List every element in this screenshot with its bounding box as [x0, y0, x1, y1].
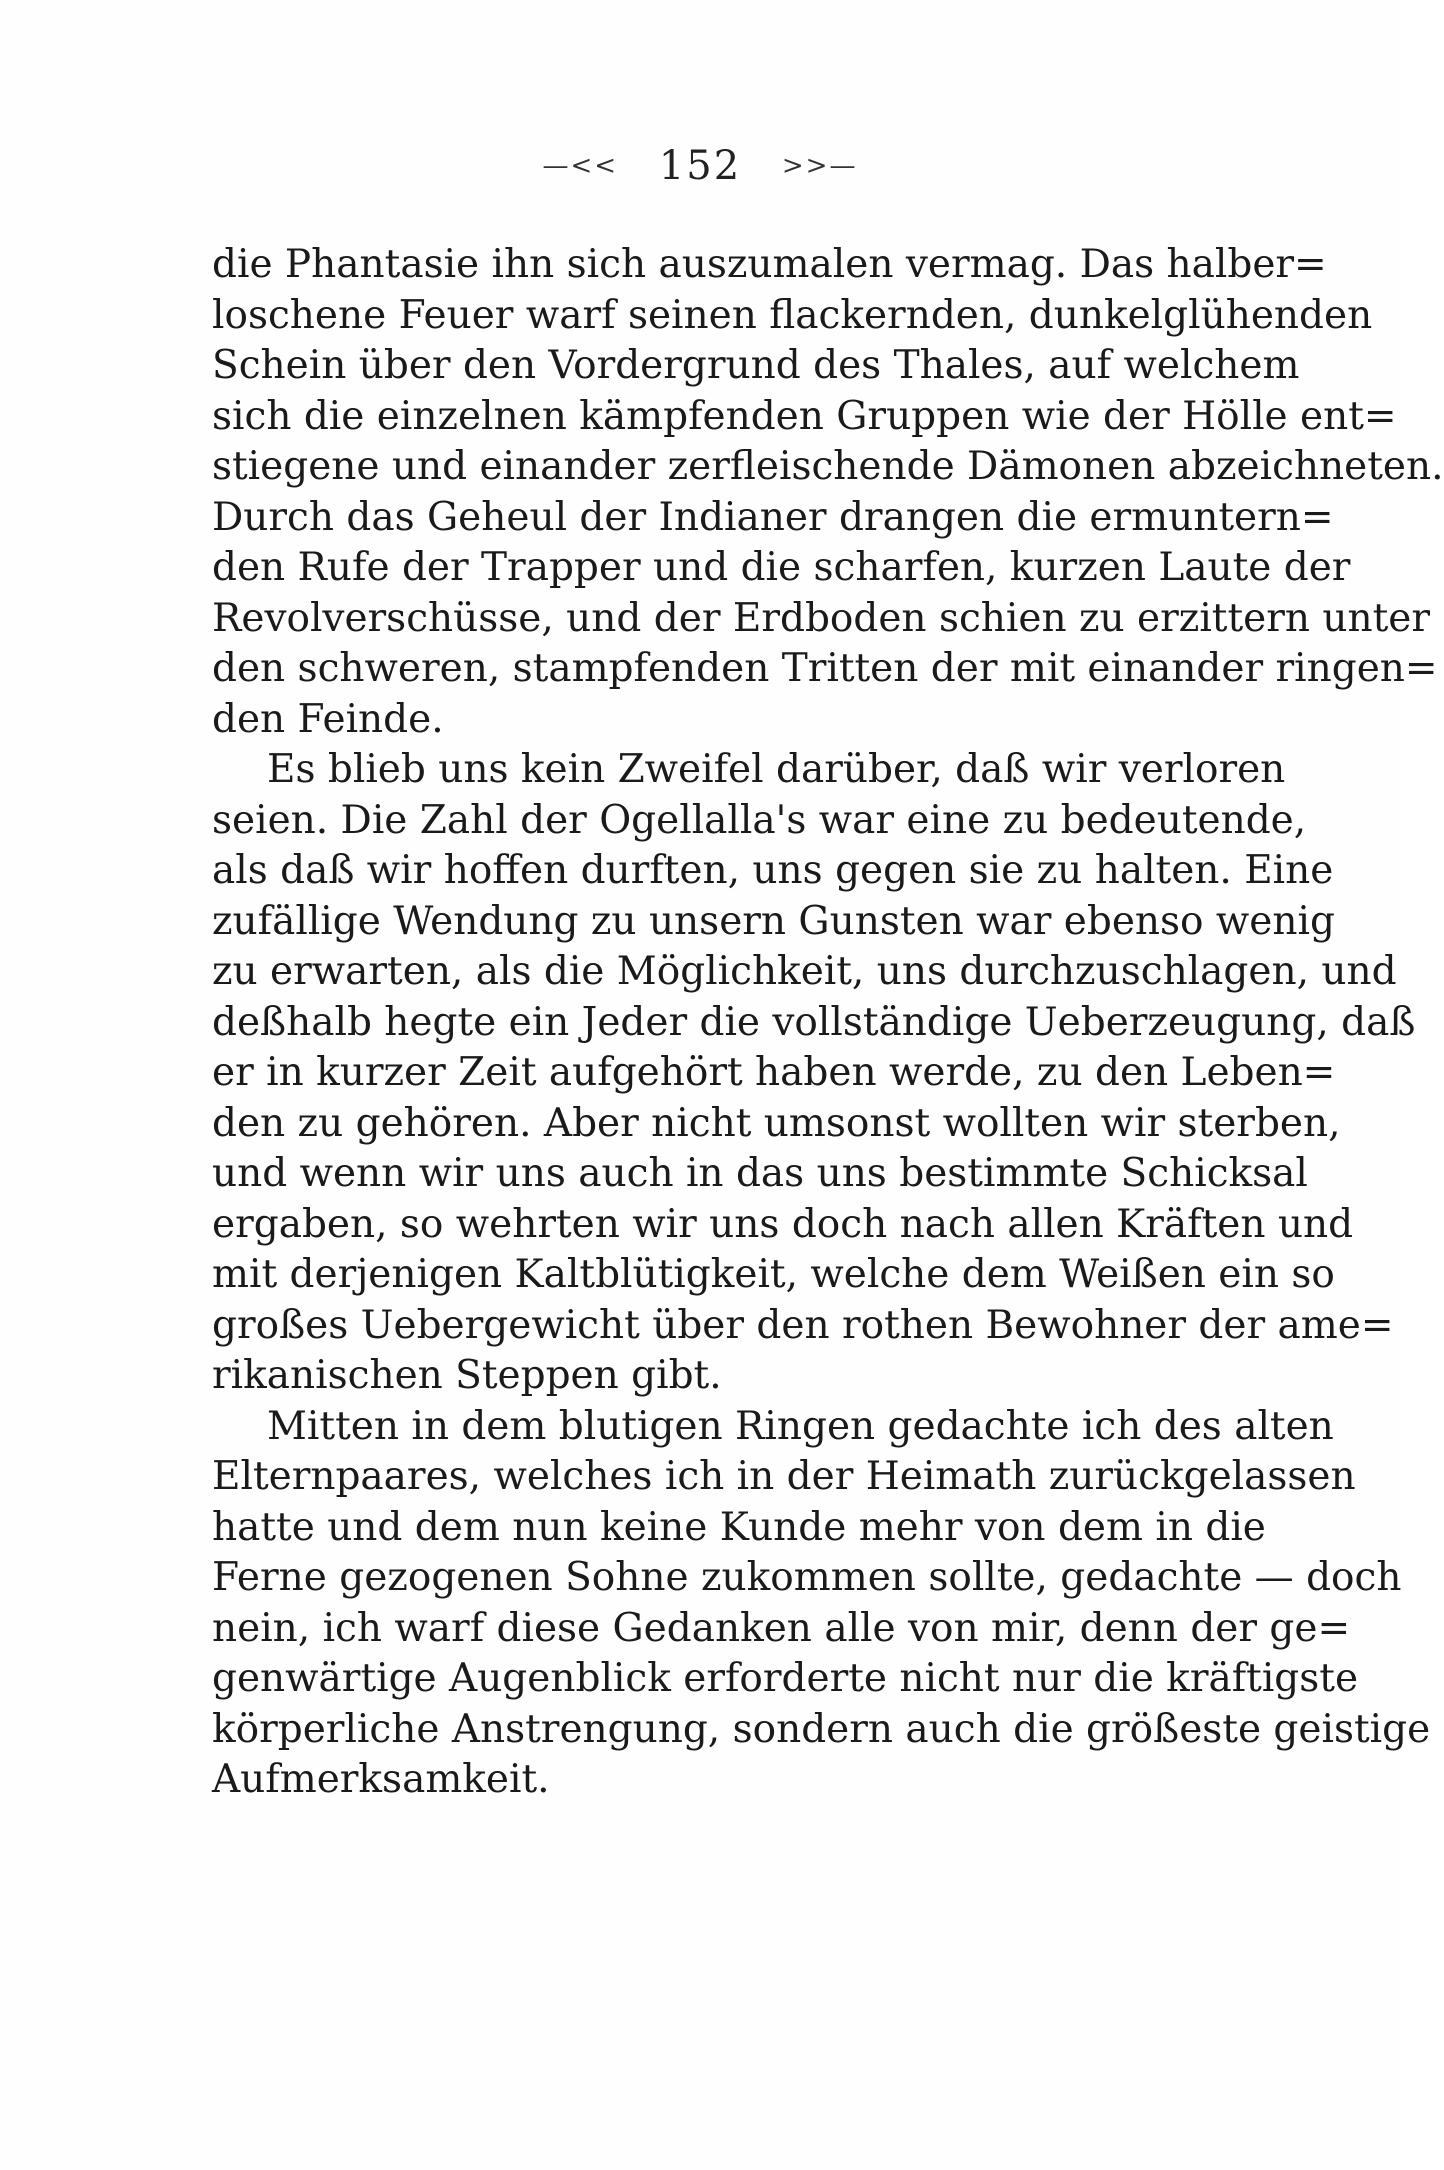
page-number: 152: [658, 143, 742, 189]
text-line: körperliche Anstrengung, sondern auch die größeste geistige: [212, 1706, 1431, 1752]
text-line: rikanischen Steppen gibt.: [212, 1353, 722, 1398]
text-line: den Rufe der Trapper und die scharfen, kurzen Laute der: [212, 545, 1351, 590]
text-line: Schein über den Vordergrund des Thales, auf welchem: [212, 343, 1300, 388]
text-line: als daß wir hoffen durften, uns gegen sie zu halten. Eine: [212, 848, 1334, 893]
header-ornament-right: >>—: [781, 151, 858, 181]
text-line: loschene Feuer warf seinen flackernden, dunkelglühenden: [212, 292, 1373, 338]
text-line: Ferne gezogenen Sohne zukommen sollte, gedachte — doch: [212, 1555, 1402, 1600]
text-line: er in kurzer Zeit aufgehört haben werde, zu den Leben=: [212, 1050, 1336, 1095]
text-line: Elternpaares, welches ich in der Heimath zurückgelassen: [212, 1454, 1356, 1499]
text-line: den schweren, stampfenden Tritten der mit einander ringen=: [212, 646, 1438, 691]
text-line: zufällige Wendung zu unsern Gunsten war ebenso wenig: [212, 898, 1335, 944]
text-line: deßhalb hegte ein Jeder die vollständige Ueberzeugung, daß: [212, 999, 1416, 1045]
text-line: die Phantasie ihn sich auszumalen vermag. Das halber=: [212, 242, 1327, 287]
text-line: stiegene und einander zerfleischende Dämonen abzeichneten.: [212, 444, 1444, 489]
text-line: mit derjenigen Kaltblütigkeit, welche dem Weißen ein so: [212, 1252, 1335, 1297]
text-line: den zu gehören. Aber nicht umsonst wollten wir sterben,: [212, 1100, 1341, 1146]
text-line: hatte und dem nun keine Kunde mehr von dem in die: [212, 1504, 1266, 1550]
text-line: genwärtige Augenblick erforderte nicht nur die kräftigste: [212, 1656, 1359, 1701]
text-line: Revolverschüsse, und der Erdboden schien zu erzittern unter: [212, 595, 1431, 641]
page-header: [0, 140, 1400, 189]
text-line: zu erwarten, als die Möglichkeit, uns durchzuschlagen, und: [212, 949, 1397, 994]
text-line: großes Uebergewicht über den rothen Bewohner der ame=: [212, 1302, 1394, 1348]
text-line: Durch das Geheul der Indianer drangen die ermuntern=: [212, 494, 1334, 540]
text-line: Aufmerksamkeit.: [212, 1757, 550, 1802]
paragraph-2: [212, 745, 1416, 1402]
text-line: sich die einzelnen kämpfenden Gruppen wie der Hölle ent=: [212, 393, 1397, 439]
text-line: und wenn wir uns auch in das uns bestimmte Schicksal: [212, 1151, 1308, 1196]
header-ornament-left: —<<: [542, 151, 619, 181]
text-line: Mitten in dem blutigen Ringen gedachte ich des alten: [267, 1403, 1334, 1449]
text-line: seien. Die Zahl der Ogellalla's war eine zu bedeutende,: [212, 797, 1307, 843]
text-line: Es blieb uns kein Zweifel darüber, daß wir verloren: [267, 747, 1286, 792]
body-text: [212, 240, 1444, 1806]
text-line: den Feinde.: [212, 696, 444, 742]
text-line: nein, ich warf diese Gedanken alle von mir, denn der ge=: [212, 1605, 1351, 1651]
paragraph-3: [212, 1402, 1431, 1806]
paragraph-1: [212, 240, 1444, 745]
text-line: ergaben, so wehrten wir uns doch nach allen Kräften und: [212, 1201, 1354, 1247]
